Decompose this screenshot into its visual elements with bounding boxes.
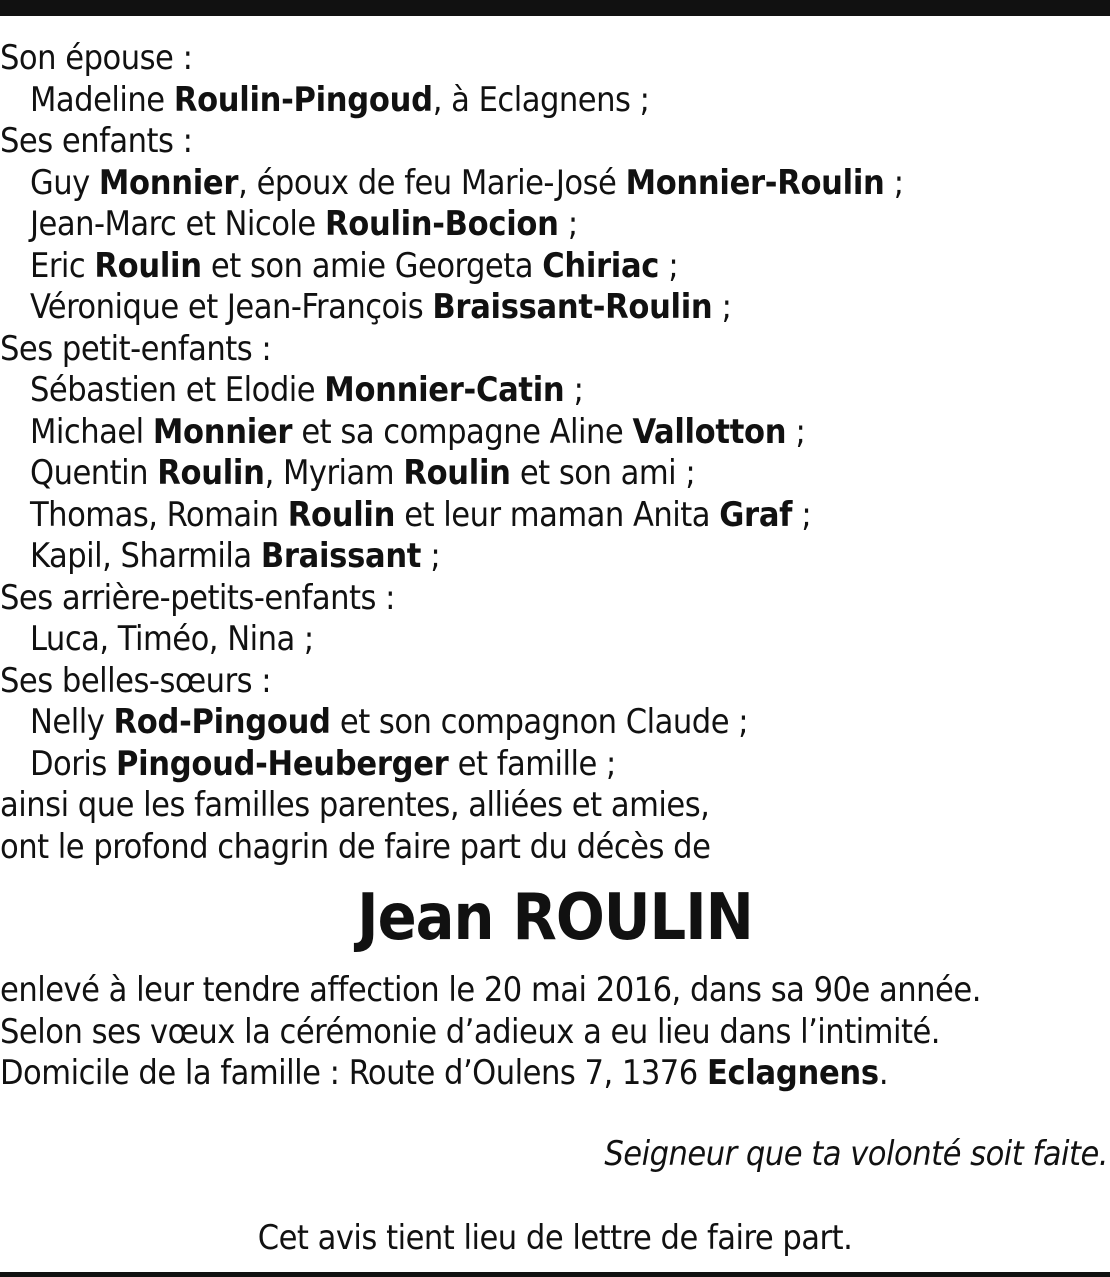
line-text: et famille ;	[448, 743, 616, 784]
line-text: Domicile de la famille : Route d’Oulens 7, 1376	[0, 1053, 707, 1093]
line-text: Sébastien et Elodie	[30, 370, 325, 410]
family-name: Roulin	[157, 453, 265, 493]
line-text: ;	[564, 370, 584, 410]
notice-line	[0, 163, 1110, 205]
notice-line	[0, 536, 1110, 578]
family-name: Roulin	[403, 453, 511, 493]
notice-line	[0, 744, 1110, 786]
family-name: Eclagnens	[706, 1053, 879, 1093]
notice-line	[0, 702, 1110, 744]
line-text: Véronique et Jean-François	[30, 287, 433, 327]
line-text: ;	[558, 204, 578, 244]
family-name: Monnier-Catin	[324, 370, 565, 410]
family-list	[0, 38, 1110, 868]
family-name: Braissant	[260, 536, 422, 576]
notice-line	[0, 827, 1110, 869]
notice-line	[0, 204, 1110, 246]
notice-line	[0, 453, 1110, 495]
line-text: ;	[659, 245, 679, 286]
line-text: et leur maman Anita	[395, 494, 720, 535]
line-text: Luca, Timéo, Nina ;	[30, 619, 314, 659]
line-text: Doris	[30, 743, 116, 784]
line-text: Ses enfants :	[0, 121, 193, 161]
notice-line	[0, 38, 1110, 80]
line-text: , à Eclagnens ;	[432, 79, 650, 120]
deceased-name: Jean ROULIN	[357, 881, 753, 955]
notice-line	[0, 785, 1110, 827]
line-text: ;	[421, 536, 441, 576]
bottom-rule	[0, 1272, 1110, 1277]
line-text: Eric	[30, 245, 95, 286]
line-text: ont le profond chagrin de faire part du décès de	[0, 826, 711, 867]
family-name: Vallotton	[632, 411, 787, 452]
line-text: et sa compagne Aline	[292, 411, 633, 452]
notice-line	[0, 970, 1110, 1012]
family-name: Rod-Pingoud	[113, 702, 331, 742]
notice-line	[0, 287, 1110, 329]
family-name: Pingoud-Heuberger	[115, 743, 449, 784]
line-text: Guy	[30, 162, 99, 203]
notice-line	[0, 80, 1110, 122]
line-text: Ses belles-sœurs :	[0, 660, 272, 701]
notice-line	[0, 578, 1110, 620]
line-text: ;	[786, 411, 806, 452]
top-rule	[0, 0, 1110, 16]
notice-line	[0, 370, 1110, 412]
line-text: ;	[712, 287, 732, 327]
notice-details	[0, 970, 1110, 1095]
notice-line	[0, 619, 1110, 661]
line-text: , époux de feu Marie-José	[238, 162, 626, 203]
family-name: Roulin-Bocion	[324, 204, 559, 244]
family-name: Roulin	[94, 245, 202, 286]
line-text: Son épouse :	[0, 38, 193, 78]
line-text: Ses petit-enfants :	[0, 328, 272, 369]
line-text: ainsi que les familles parentes, alliées et amies,	[0, 785, 710, 825]
line-text: Quentin	[30, 453, 158, 493]
notice-line	[0, 329, 1110, 371]
family-name: Monnier	[152, 411, 293, 452]
notice-line	[0, 495, 1110, 537]
line-text: , Myriam	[264, 453, 404, 493]
family-name: Monnier-Roulin	[625, 162, 885, 203]
family-name: Graf	[719, 494, 793, 535]
family-name: Monnier	[98, 162, 239, 203]
notice-line	[0, 1053, 1110, 1095]
notice-line	[0, 246, 1110, 288]
line-text: Thomas, Romain	[30, 494, 288, 535]
family-name: Braissant-Roulin	[432, 287, 713, 327]
closing-quote: Seigneur que ta volonté soit faite.	[604, 1134, 1108, 1174]
notice-line	[0, 412, 1110, 454]
notice-line	[0, 1012, 1110, 1054]
family-name: Roulin	[287, 494, 396, 535]
notice-line	[0, 661, 1110, 703]
notice-line	[0, 121, 1110, 163]
line-text: Michael	[30, 411, 153, 452]
line-text: ;	[792, 494, 812, 535]
line-text: enlevé à leur tendre affection le 20 mai 2016, dans sa 90e année.	[0, 970, 981, 1010]
line-text: .	[878, 1053, 889, 1093]
line-text: Kapil, Sharmila	[30, 536, 261, 576]
line-text: et son amie Georgeta	[201, 245, 543, 286]
line-text: Selon ses vœux la cérémonie d’adieux a eu lieu dans l’intimité.	[0, 1011, 941, 1052]
line-text: Nelly	[30, 702, 114, 742]
footer-note: Cet avis tient lieu de lettre de faire part.	[257, 1218, 853, 1258]
family-name: Roulin-Pingoud	[173, 79, 433, 120]
line-text: et son compagnon Claude ;	[330, 702, 749, 742]
line-text: Madeline	[30, 79, 174, 120]
line-text: Ses arrière-petits-enfants :	[0, 577, 395, 618]
line-text: et son ami ;	[510, 453, 696, 493]
line-text: Jean-Marc et Nicole	[30, 204, 325, 244]
line-text: ;	[884, 162, 904, 203]
family-name: Chiriac	[542, 245, 660, 286]
